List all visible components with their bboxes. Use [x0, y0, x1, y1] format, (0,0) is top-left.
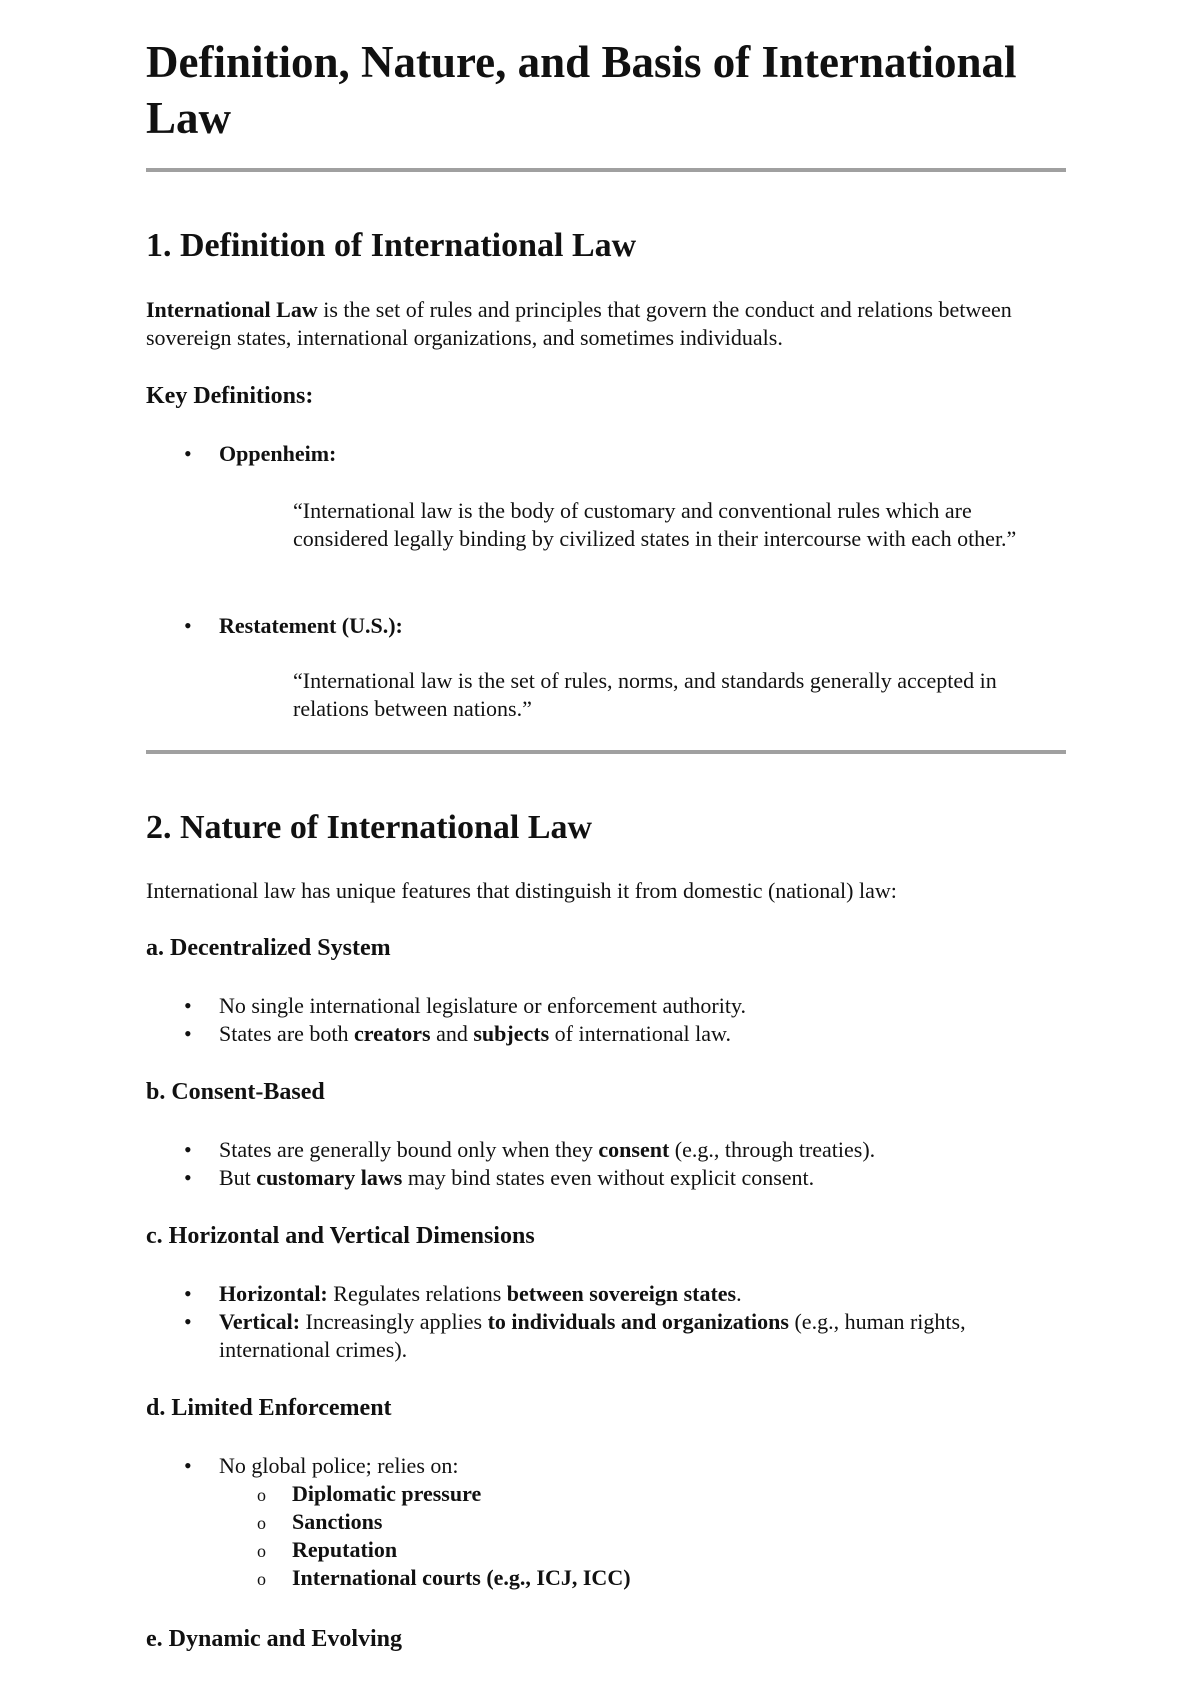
circle-bullet-icon: o: [257, 1513, 266, 1533]
item-label: Vertical:: [219, 1309, 301, 1334]
list-item-text: States are both: [219, 1021, 355, 1046]
subsection-b-heading: b. Consent-Based: [146, 1079, 325, 1105]
circle-bullet-icon: o: [257, 1541, 266, 1561]
emphasis-text: creators: [354, 1021, 431, 1046]
sublist-item: [219, 1480, 1066, 1508]
bullet-icon: •: [184, 613, 192, 638]
subsection-a-list: [146, 992, 1066, 1048]
definition-list: [146, 440, 1066, 468]
list-item-text: of international law.: [549, 1021, 731, 1046]
emphasis-text: customary laws: [256, 1165, 403, 1190]
subsection-e-heading: e. Dynamic and Evolving: [146, 1626, 403, 1652]
list-item: [146, 992, 1066, 1020]
list-item-text: No global police; relies on:: [219, 1453, 459, 1478]
subsection-c-list: [146, 1280, 1066, 1364]
list-item: [146, 612, 1066, 640]
document-title: Definition, Nature, and Basis of International Law: [146, 37, 1017, 143]
subsection-a-heading: a. Decentralized System: [146, 935, 391, 961]
list-item: [146, 1164, 1066, 1192]
bullet-icon: •: [184, 1281, 192, 1306]
list-item-text: Increasingly applies: [300, 1309, 488, 1334]
list-item-text: No single international legislature or enforcement authority.: [219, 993, 747, 1018]
list-item: [146, 1308, 1066, 1364]
list-item-text: may bind states even without explicit consent.: [402, 1165, 815, 1190]
sublist-item: [219, 1536, 1066, 1564]
bullet-icon: •: [184, 1453, 192, 1478]
key-definitions-heading: Key Definitions:: [146, 383, 314, 409]
item-label: Horizontal:: [219, 1281, 328, 1306]
definition-list: [146, 612, 1066, 640]
section-1-intro: [146, 296, 1066, 352]
subsection-d-list: [146, 1452, 1066, 1592]
list-item-text: But: [219, 1165, 257, 1190]
sublist-item-text: Reputation: [292, 1537, 398, 1562]
list-item: [146, 440, 1066, 468]
list-item-text: .: [736, 1281, 742, 1306]
section-1-heading: 1. Definition of International Law: [146, 227, 637, 264]
list-item: [146, 1280, 1066, 1308]
list-item-text: (e.g., through treaties).: [669, 1137, 876, 1162]
list-item: [146, 1452, 1066, 1592]
bullet-icon: •: [184, 1309, 192, 1334]
bullet-icon: •: [184, 441, 192, 466]
intro-text: is the set of rules and principles that govern the conduct and relations between sovereign states, international organizations, and sometimes individuals.: [146, 297, 1012, 350]
bullet-icon: •: [184, 1165, 192, 1190]
list-item-text: States are generally bound only when they: [219, 1137, 599, 1162]
subsection-d-heading: d. Limited Enforcement: [146, 1395, 392, 1421]
list-item: [146, 1136, 1066, 1164]
list-item: [146, 1020, 1066, 1048]
intro-term: International Law: [146, 297, 318, 322]
subsection-c-heading: c. Horizontal and Vertical Dimensions: [146, 1223, 535, 1249]
section-2-heading: 2. Nature of International Law: [146, 809, 593, 846]
definition-source: Restatement (U.S.):: [219, 613, 403, 638]
restatement-quote: “International law is the set of rules, norms, and standards generally accepted in relations between nations.”: [293, 668, 997, 721]
bullet-icon: •: [184, 993, 192, 1018]
bullet-icon: •: [184, 1137, 192, 1162]
horizontal-rule: [146, 750, 1066, 754]
definition-source: Oppenheim:: [219, 441, 337, 466]
section-2-intro: International law has unique features that distinguish it from domestic (national) law:: [146, 878, 897, 903]
horizontal-rule: [146, 168, 1066, 172]
sublist-item: [219, 1508, 1066, 1536]
sublist-item-text: Diplomatic pressure: [292, 1481, 482, 1506]
oppenheim-quote: “International law is the body of customary and conventional rules which are considered legally binding by civilized states in their intercourse with each other.”: [293, 498, 1017, 551]
emphasis-text: to individuals and organizations: [487, 1309, 789, 1334]
emphasis-text: subjects: [473, 1021, 550, 1046]
list-item-text: Regulates relations: [327, 1281, 507, 1306]
list-item-text: (e.g., human rights, international crimes).: [219, 1309, 966, 1362]
sublist-item: [219, 1564, 1066, 1592]
circle-bullet-icon: o: [257, 1485, 266, 1505]
circle-bullet-icon: o: [257, 1569, 266, 1589]
subsection-b-list: [146, 1136, 1066, 1192]
enforcement-sublist: [219, 1480, 1066, 1592]
list-item-text: and: [430, 1021, 474, 1046]
sublist-item-text: International courts (e.g., ICJ, ICC): [292, 1565, 631, 1590]
emphasis-text: consent: [598, 1137, 670, 1162]
bullet-icon: •: [184, 1021, 192, 1046]
sublist-item-text: Sanctions: [292, 1509, 383, 1534]
emphasis-text: between sovereign states: [506, 1281, 737, 1306]
